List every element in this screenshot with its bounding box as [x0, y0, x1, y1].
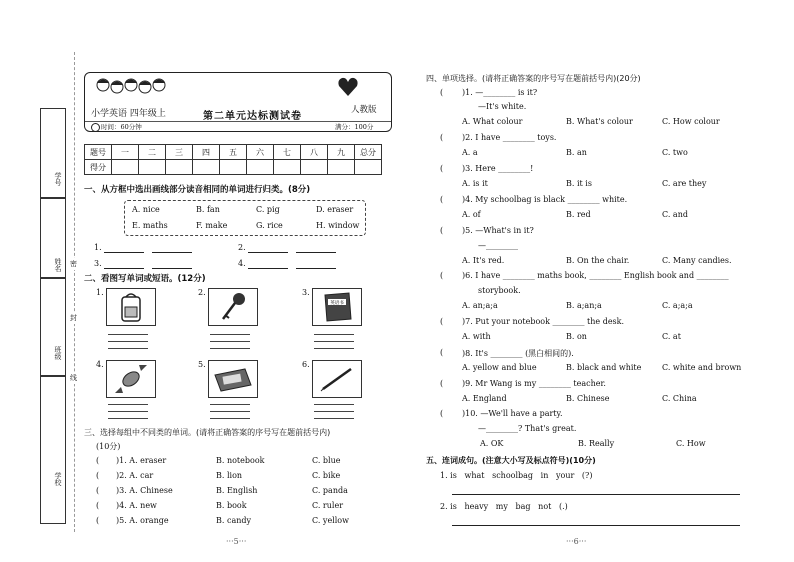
mc-question: )1. —________ is it? [462, 88, 538, 97]
picture-frame [208, 288, 258, 326]
choice-option-a: )3. A. Chinese [116, 486, 173, 495]
bracket-open[interactable]: ( [96, 486, 100, 495]
write-line[interactable] [314, 334, 354, 335]
mc-question: )3. Here ________! [462, 164, 534, 173]
section1-title: 一、从方框中选出画线部分读音相同的单词进行归类。(8分) [84, 185, 311, 195]
mc-question: )8. It's ________ (黑白相间的). [462, 349, 574, 358]
name-label: 姓名 [54, 258, 62, 272]
score-head: 七 [274, 145, 301, 160]
question-number: 3. [94, 259, 102, 268]
choice-option-c: C. yellow [312, 516, 349, 525]
mc-question: )6. I have ________ maths book, ________ English book and ________ [462, 271, 729, 280]
answer-blank[interactable] [104, 268, 144, 269]
student-number-label: 学号 [54, 172, 62, 186]
mc-question-line2: —It's white. [478, 102, 527, 111]
choice-option-b: B. notebook [216, 456, 265, 465]
page-number-right: ···6··· [566, 537, 587, 546]
mc-option-a: A. an;a;a [462, 301, 498, 310]
mc-option-a: A. is it [462, 179, 488, 188]
choice-option-b: B. lion [216, 471, 243, 480]
mc-question: )4. My schoolbag is black ________ white. [462, 195, 628, 204]
candy-icon [107, 361, 155, 397]
bracket-open[interactable]: ( [440, 348, 444, 357]
bracket-open[interactable]: ( [440, 195, 444, 204]
picture-frame [106, 360, 156, 398]
mc-option-c: C. a;a;a [662, 301, 693, 310]
choice-option-c: C. bike [312, 471, 341, 480]
mc-option-c: C. are they [662, 179, 707, 188]
write-line[interactable] [314, 404, 354, 405]
answer-blank[interactable] [104, 252, 144, 253]
mc-question: )9. Mr Wang is my ________ teacher. [462, 379, 606, 388]
bracket-open[interactable]: ( [440, 317, 444, 326]
score-head: 三 [166, 145, 193, 160]
score-cell[interactable] [247, 160, 274, 175]
choice-option-b: B. English [216, 486, 258, 495]
page-number-value: 6 [573, 537, 579, 546]
bracket-open[interactable]: ( [440, 271, 444, 280]
section4-title: 四、单项选择。(请将正确答案的序号写在题前括号内)(20分) [426, 74, 641, 83]
write-line[interactable] [108, 334, 148, 335]
word-option: F. make [196, 221, 228, 230]
answer-blank[interactable] [248, 268, 288, 269]
mc-option-b: B. an [566, 148, 587, 157]
answer-blank[interactable] [296, 268, 336, 269]
exam-title: 第二单元达标测试卷 [203, 111, 302, 122]
bracket-open[interactable]: ( [96, 501, 100, 510]
bracket-open[interactable]: ( [96, 516, 100, 525]
schoolbag-icon [107, 289, 155, 325]
mc-question: )5. —What's in it? [462, 226, 534, 235]
score-cell[interactable] [112, 160, 139, 175]
mc-option-a: A. England [462, 394, 507, 403]
heart-icon [337, 77, 359, 97]
mc-option-a: A. of [462, 210, 481, 219]
write-line[interactable] [108, 411, 148, 412]
mc-option-b: B. black and white [566, 363, 642, 372]
write-line[interactable] [210, 411, 250, 412]
score-cell[interactable] [301, 160, 328, 175]
mc-option-a: A. What colour [462, 117, 523, 126]
section3-score: (10分) [96, 442, 121, 451]
score-row-label: 得分 [85, 160, 112, 175]
word-option: B. fan [196, 205, 220, 214]
write-line[interactable] [210, 404, 250, 405]
score-head: 五 [220, 145, 247, 160]
book-cover-text: 英语书 [330, 301, 344, 306]
answer-blank[interactable] [248, 252, 288, 253]
mc-question-line2: —________? That's great. [478, 424, 577, 433]
choice-option-c: C. blue [312, 456, 341, 465]
score-head: 四 [193, 145, 220, 160]
mc-option-b: B. Chinese [566, 394, 610, 403]
section5-title: 五、连词成句。(注意大小写及标点符号)(10分) [426, 456, 596, 465]
choice-option-a: )1. A. eraser [116, 456, 167, 465]
question-number: 1. [94, 243, 102, 252]
mc-option-c: C. Many candies. [662, 256, 732, 265]
question-number: 2. [238, 243, 246, 252]
write-line[interactable] [210, 334, 250, 335]
score-cell[interactable] [220, 160, 247, 175]
write-line[interactable] [108, 341, 148, 342]
mc-option-b: B. on [566, 332, 587, 341]
class-label: 班级 [54, 346, 62, 360]
write-line[interactable] [314, 348, 354, 349]
score-head: 题号 [85, 145, 112, 160]
choice-option-b: B. candy [216, 516, 252, 525]
choice-option-c: C. panda [312, 486, 348, 495]
write-line[interactable] [108, 418, 148, 419]
word-option: A. nice [132, 205, 160, 214]
mc-option-c: C. at [662, 332, 681, 341]
section3-title: 三、选择每组中不同类的单词。(请将正确答案的序号写在题前括号内) [84, 428, 331, 437]
bracket-open[interactable]: ( [440, 226, 444, 235]
question-number: 4. [96, 360, 104, 369]
write-line[interactable] [108, 404, 148, 405]
picture-frame [312, 288, 362, 326]
score-cell[interactable] [355, 160, 382, 175]
key-icon [209, 289, 257, 325]
section2-title: 二、看图写单词或短语。(12分) [84, 274, 206, 284]
mc-option-c: C. How colour [662, 117, 720, 126]
picture-frame [208, 360, 258, 398]
mc-option-b: B. it is [566, 179, 592, 188]
bracket-open[interactable]: ( [440, 379, 444, 388]
score-head: 六 [247, 145, 274, 160]
question-number: 1. [96, 288, 104, 297]
score-cell[interactable] [193, 160, 220, 175]
answer-line[interactable] [452, 494, 740, 495]
page-number-left: ···5··· [226, 537, 247, 546]
mc-question: )7. Put your notebook ________ the desk. [462, 317, 625, 326]
mc-option-b: B. a;an;a [566, 301, 602, 310]
sentence-words: 1. is what schoolbag in your (?) [440, 471, 593, 480]
write-line[interactable] [314, 411, 354, 412]
question-number: 3. [302, 288, 310, 297]
answer-blank[interactable] [152, 268, 192, 269]
word-option: G. rice [256, 221, 283, 230]
choice-option-b: B. book [216, 501, 247, 510]
mc-option-a: A. OK [480, 439, 504, 448]
bracket-open[interactable]: ( [96, 456, 100, 465]
bracket-open[interactable]: ( [440, 133, 444, 142]
english-book-icon [313, 289, 361, 325]
score-table [84, 144, 382, 175]
exam-header [84, 72, 392, 132]
word-option: E. maths [132, 221, 168, 230]
mc-option-a: A. a [462, 148, 478, 157]
choice-option-c: C. ruler [312, 501, 344, 510]
fold-mark-feng: 封 [70, 314, 77, 322]
choice-option-a: )2. A. car [116, 471, 154, 480]
full-score: 满分：100分 [335, 123, 374, 131]
score-head: 九 [328, 145, 355, 160]
mc-option-c: C. two [662, 148, 688, 157]
mc-option-b: B. What's colour [566, 117, 633, 126]
answer-blank[interactable] [296, 252, 336, 253]
mc-question: )10. —We'll have a party. [462, 409, 563, 418]
write-line[interactable] [314, 418, 354, 419]
score-cell[interactable] [139, 160, 166, 175]
score-cell[interactable] [166, 160, 193, 175]
write-line[interactable] [210, 418, 250, 419]
mc-option-a: A. yellow and blue [462, 363, 537, 372]
write-line[interactable] [210, 348, 250, 349]
write-line[interactable] [210, 341, 250, 342]
edition-label: 人教版 [351, 105, 377, 115]
fold-mark-mi: 密 [70, 260, 77, 268]
bracket-open[interactable]: ( [96, 471, 100, 480]
score-head: 一 [112, 145, 139, 160]
school-label: 学校 [54, 472, 62, 486]
fold-mark-xian: 线 [70, 374, 77, 382]
subject-grade: 小学英语 四年级上 [91, 109, 166, 119]
mc-option-b: B. On the chair. [566, 256, 630, 265]
word-option: D. eraser [316, 205, 354, 214]
question-number: 5. [198, 360, 206, 369]
mc-option-b: B. Really [578, 439, 615, 448]
bracket-open[interactable]: ( [440, 88, 444, 97]
write-line[interactable] [108, 348, 148, 349]
picture-frame [312, 360, 362, 398]
write-line[interactable] [314, 341, 354, 342]
answer-line[interactable] [452, 525, 740, 526]
word-option: C. pig [256, 205, 280, 214]
mc-option-a: A. It's red. [462, 256, 505, 265]
sentence-words: 2. is heavy my bag not (.) [440, 502, 568, 511]
pen-icon [313, 361, 361, 397]
mc-option-c: C. and [662, 210, 688, 219]
pencil-box-icon [209, 361, 257, 397]
mc-option-c: C. How [676, 439, 706, 448]
fold-line [74, 52, 75, 532]
mc-question-line2: storybook. [478, 286, 521, 295]
word-option: H. window [316, 221, 360, 230]
picture-frame [106, 288, 156, 326]
answer-blank[interactable] [152, 252, 192, 253]
bracket-open[interactable]: ( [440, 164, 444, 173]
choice-option-a: )4. A. new [116, 501, 157, 510]
bracket-open[interactable]: ( [440, 409, 444, 418]
page-number-value: 5 [233, 537, 239, 546]
children-illustration [93, 75, 169, 101]
score-cell[interactable] [274, 160, 301, 175]
mc-option-c: C. China [662, 394, 697, 403]
time-limit: 时间：60分钟 [101, 123, 142, 131]
score-cell[interactable] [328, 160, 355, 175]
question-number: 6. [302, 360, 310, 369]
mc-option-a: A. with [462, 332, 491, 341]
score-head: 二 [139, 145, 166, 160]
clock-icon [91, 123, 100, 132]
school-box[interactable] [40, 376, 66, 524]
class-box[interactable] [40, 278, 66, 376]
mc-option-c: C. white and brown [662, 363, 742, 372]
mc-question-line2: —________ [478, 241, 518, 250]
question-number: 2. [198, 288, 206, 297]
mc-question: )2. I have ________ toys. [462, 133, 557, 142]
score-head: 八 [301, 145, 328, 160]
score-head: 总分 [355, 145, 382, 160]
question-number: 4. [238, 259, 246, 268]
choice-option-a: )5. A. orange [116, 516, 169, 525]
mc-option-b: B. red [566, 210, 591, 219]
